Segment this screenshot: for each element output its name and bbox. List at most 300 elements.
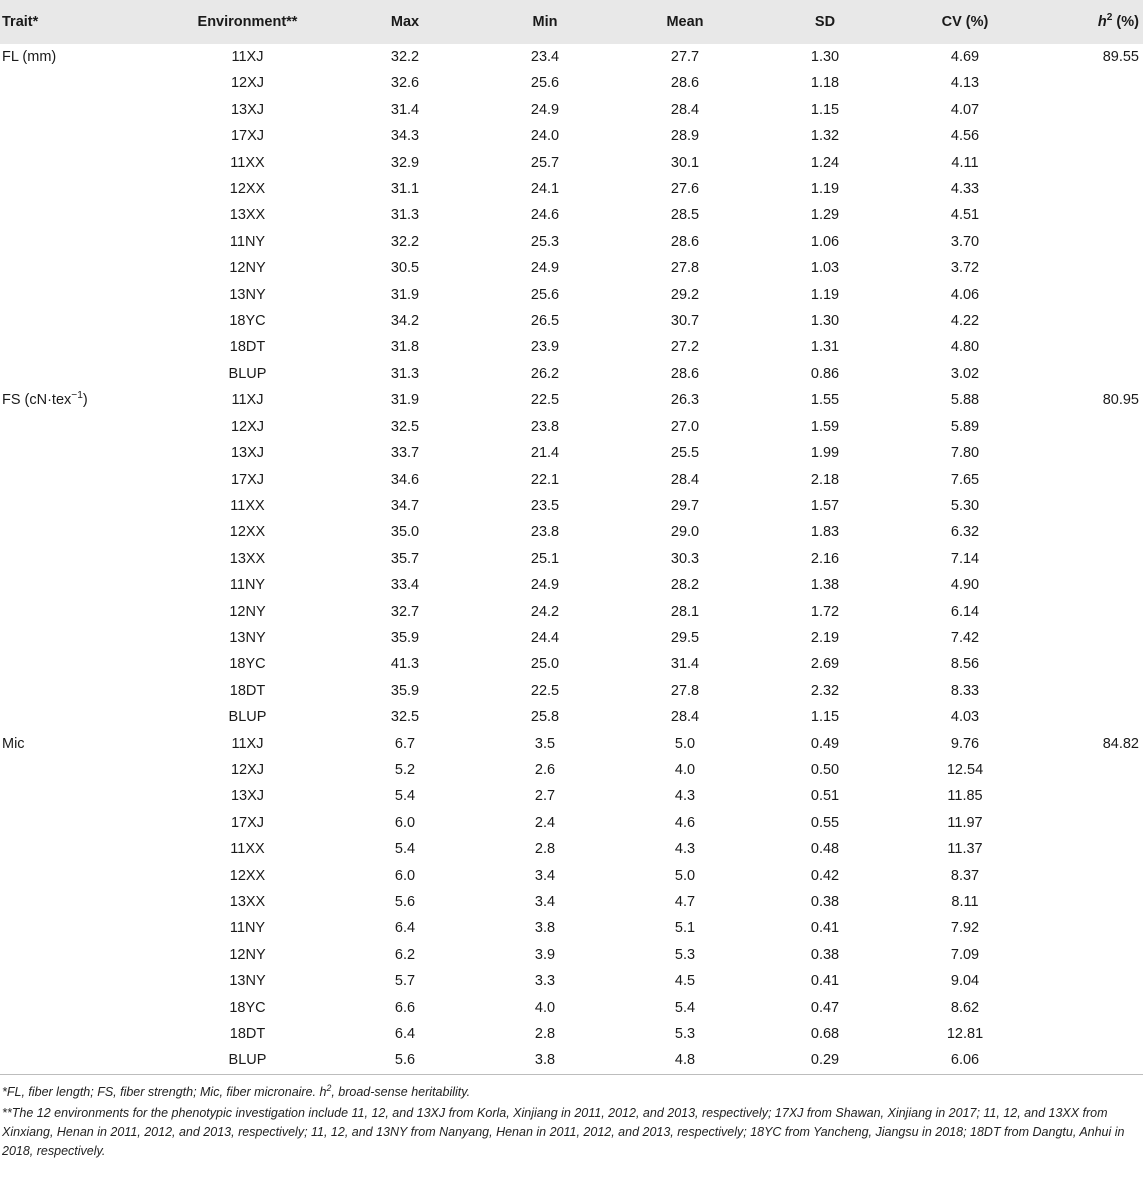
environment-cell: 13XJ xyxy=(230,788,265,805)
table-body xyxy=(0,44,1143,1074)
min-cell: 26.5 xyxy=(530,313,560,330)
sd-cell: 0.42 xyxy=(810,867,840,884)
mean-cell: 30.7 xyxy=(670,313,700,330)
header-max: Max xyxy=(390,14,420,30)
max-cell: 6.0 xyxy=(394,867,416,884)
min-cell: 24.9 xyxy=(530,577,560,594)
header-row xyxy=(0,0,1143,44)
cv-cell: 4.11 xyxy=(951,154,979,171)
environment-cell: 12XJ xyxy=(230,418,265,435)
trait-cell xyxy=(0,995,160,1021)
environment-cell: 12XX xyxy=(229,181,266,198)
table-row xyxy=(0,995,1143,1021)
min-cell: 25.6 xyxy=(530,75,560,92)
sd-cell: 1.30 xyxy=(810,49,840,65)
environment-cell: 12NY xyxy=(229,946,266,963)
min-cell: 23.8 xyxy=(530,524,560,541)
min-cell: 3.5 xyxy=(534,735,556,752)
sd-cell: 1.83 xyxy=(810,524,840,541)
h2-cell xyxy=(1035,467,1143,493)
max-cell: 34.7 xyxy=(390,497,420,514)
cv-cell: 8.56 xyxy=(950,656,980,673)
environment-cell: 13XJ xyxy=(230,101,265,118)
mean-cell: 31.4 xyxy=(670,656,700,673)
max-cell: 32.2 xyxy=(390,49,420,65)
mean-cell: 25.5 xyxy=(670,445,700,462)
h2-cell xyxy=(1035,995,1143,1021)
header-h2-suffix: (%) xyxy=(1112,14,1139,30)
max-cell: 31.9 xyxy=(390,392,420,409)
environment-cell: 13NY xyxy=(229,286,266,303)
min-cell: 23.5 xyxy=(530,497,560,514)
mean-cell: 5.0 xyxy=(674,867,696,884)
sd-cell: 2.18 xyxy=(810,471,840,488)
sd-cell: 0.47 xyxy=(810,999,840,1016)
mean-cell: 28.4 xyxy=(670,709,700,726)
h2-cell xyxy=(1035,678,1143,704)
sd-cell: 1.19 xyxy=(810,286,840,303)
sd-cell: 1.55 xyxy=(810,392,840,409)
environment-cell: 11NY xyxy=(229,577,266,594)
header-cv: CV (%) xyxy=(941,14,989,30)
max-cell: 5.6 xyxy=(335,1047,475,1074)
environment-cell: 11NY xyxy=(229,920,266,937)
max-cell: 32.5 xyxy=(390,709,420,726)
trait-cell xyxy=(0,440,160,466)
max-cell: 35.9 xyxy=(390,682,420,699)
cv-cell: 6.32 xyxy=(950,524,980,541)
environment-cell: 18YC xyxy=(229,999,266,1016)
sd-cell: 0.29 xyxy=(755,1047,895,1074)
mean-cell: 4.3 xyxy=(674,841,696,858)
sd-cell: 1.57 xyxy=(810,497,840,514)
trait-cell xyxy=(0,836,160,862)
trait-cell xyxy=(0,731,160,757)
environment-cell: 11XJ xyxy=(231,49,264,65)
max-cell: 31.3 xyxy=(390,365,420,382)
table-row xyxy=(0,968,1143,994)
cv-cell: 8.37 xyxy=(950,867,980,884)
sd-cell: 0.86 xyxy=(810,365,840,382)
trait-cell xyxy=(0,863,160,889)
mean-cell: 28.6 xyxy=(670,233,700,250)
environment-cell: 13XX xyxy=(229,550,266,567)
trait-cell xyxy=(0,70,160,96)
max-cell: 6.6 xyxy=(394,999,416,1016)
min-cell: 3.8 xyxy=(534,920,556,937)
environment-cell: 11XJ xyxy=(231,735,264,752)
mean-cell: 28.1 xyxy=(670,603,700,620)
cv-cell: 7.09 xyxy=(950,946,980,963)
trait-unit-sup: −1 xyxy=(71,390,83,402)
environment-cell: 12XJ xyxy=(230,761,265,778)
sd-cell: 1.29 xyxy=(810,207,840,224)
cv-cell: 4.51 xyxy=(950,207,980,224)
environment-cell: 13XJ xyxy=(230,445,265,462)
max-cell: 32.9 xyxy=(390,154,420,171)
h2-cell xyxy=(1035,519,1143,545)
trait-cell xyxy=(0,308,160,334)
min-cell: 23.9 xyxy=(530,339,560,356)
h2-cell: 89.55 xyxy=(1102,49,1139,65)
max-cell: 31.4 xyxy=(390,101,420,118)
table-row xyxy=(0,44,1143,70)
environment-cell: 12XX xyxy=(229,524,266,541)
h2-cell xyxy=(1035,123,1143,149)
sd-cell: 2.16 xyxy=(810,550,840,567)
trait-cell xyxy=(0,334,160,360)
sd-cell: 1.99 xyxy=(810,445,840,462)
mean-cell: 28.5 xyxy=(670,207,700,224)
min-cell: 2.8 xyxy=(534,1026,556,1043)
h2-cell xyxy=(1035,493,1143,519)
mean-cell: 27.2 xyxy=(670,339,700,356)
max-cell: 6.0 xyxy=(394,814,416,831)
footnote-1-sup: 2 xyxy=(326,1082,332,1093)
environment-cell: 18DT xyxy=(229,682,266,699)
h2-cell xyxy=(1035,915,1143,941)
environment-cell: 18DT xyxy=(229,1026,266,1043)
environment-cell: 17XJ xyxy=(230,814,265,831)
max-cell: 32.6 xyxy=(390,75,420,92)
trait-cell xyxy=(0,704,160,730)
header-h2 xyxy=(1035,0,1143,44)
table-footnotes xyxy=(0,1075,1143,1161)
table-row xyxy=(0,361,1143,387)
table-row xyxy=(0,202,1143,228)
mean-cell: 5.3 xyxy=(674,1026,696,1043)
mean-cell: 5.4 xyxy=(674,999,696,1016)
mean-cell: 29.7 xyxy=(670,497,700,514)
trait-cell xyxy=(0,783,160,809)
mean-cell: 27.8 xyxy=(670,682,700,699)
environment-cell: 13XX xyxy=(229,894,266,910)
trait-cell xyxy=(0,202,160,228)
min-cell: 22.5 xyxy=(530,392,560,409)
h2-cell xyxy=(1035,229,1143,255)
cv-cell: 7.65 xyxy=(950,471,980,488)
cv-cell: 4.07 xyxy=(950,101,980,118)
h2-cell xyxy=(1035,836,1143,862)
table-row xyxy=(0,70,1143,96)
mean-cell: 27.7 xyxy=(670,49,700,65)
environment-cell: 18DT xyxy=(229,339,266,356)
table-row xyxy=(0,176,1143,202)
cv-cell: 4.22 xyxy=(950,313,980,330)
h2-cell xyxy=(1035,863,1143,889)
mean-cell: 5.1 xyxy=(674,920,696,937)
cv-cell: 7.14 xyxy=(950,550,980,567)
environment-cell: 13NY xyxy=(229,629,266,646)
min-cell: 25.7 xyxy=(530,154,560,171)
max-cell: 6.4 xyxy=(394,1026,416,1043)
footnote-environments: **The 12 environments for the phenotypic investigation include 11, 12, and 13XJ from Korla, Xinjiang in 2011, 2012, and 2013, respectively; 17XJ from Shawan, Xinjiang in 2017; 11, 12, and 13XX from Xinxiang, Henan in 2011, 2012, and 2013, respectively; 11, 12, and 13NY from Nanyang, Henan in 2011, 2012, and 2013, respectively; 18YC from Yancheng, Jiangsu in 2018; 18DT from Dangtu, Anhui in 2018, respectively. xyxy=(2,1105,1125,1158)
trait-cell xyxy=(0,467,160,493)
trait-cell xyxy=(0,282,160,308)
trait-cell xyxy=(0,968,160,994)
sd-cell: 0.50 xyxy=(810,761,840,778)
mean-cell: 28.2 xyxy=(670,577,700,594)
table-row xyxy=(0,572,1143,598)
table-row xyxy=(0,1021,1143,1047)
environment-cell: 17XJ xyxy=(230,471,265,488)
cv-cell: 4.03 xyxy=(950,709,980,726)
min-cell: 2.6 xyxy=(534,761,556,778)
environment-cell: 17XJ xyxy=(230,128,265,145)
min-cell: 2.4 xyxy=(534,814,556,831)
trait-cell xyxy=(0,361,160,387)
table-row xyxy=(0,731,1143,757)
trait-cell xyxy=(0,414,160,440)
max-cell: 5.2 xyxy=(394,761,416,778)
header-trait: Trait* xyxy=(2,14,39,30)
sd-cell: 1.18 xyxy=(810,75,840,92)
h2-cell xyxy=(1035,150,1143,176)
table-row xyxy=(0,1047,1143,1074)
mean-cell: 28.9 xyxy=(670,128,700,145)
max-cell: 31.3 xyxy=(390,207,420,224)
table-row xyxy=(0,123,1143,149)
cv-cell: 6.06 xyxy=(895,1047,1035,1074)
table-row xyxy=(0,414,1143,440)
h2-cell xyxy=(1035,282,1143,308)
table-row xyxy=(0,678,1143,704)
table-row xyxy=(0,440,1143,466)
trait-cell xyxy=(0,599,160,625)
h2-cell xyxy=(1035,704,1143,730)
cv-cell: 11.37 xyxy=(947,841,983,858)
environment-cell: BLUP xyxy=(160,1047,335,1074)
sd-cell: 0.38 xyxy=(810,894,840,910)
table-row xyxy=(0,836,1143,862)
table-row xyxy=(0,625,1143,651)
table-row xyxy=(0,546,1143,572)
min-cell: 24.2 xyxy=(530,603,560,620)
header-h2-symbol: h xyxy=(1097,14,1107,30)
mean-cell: 30.1 xyxy=(670,154,700,171)
sd-cell: 1.30 xyxy=(810,313,840,330)
mean-cell: 29.0 xyxy=(670,524,700,541)
min-cell: 3.9 xyxy=(534,946,556,963)
cv-cell: 9.04 xyxy=(950,973,980,990)
trait-cell xyxy=(0,889,160,915)
trait-cell xyxy=(0,1021,160,1047)
h2-cell xyxy=(1035,599,1143,625)
sd-cell: 0.41 xyxy=(810,973,840,990)
min-cell: 25.6 xyxy=(530,286,560,303)
max-cell: 34.3 xyxy=(390,128,420,145)
environment-cell: 12NY xyxy=(229,260,266,277)
min-cell: 24.9 xyxy=(530,101,560,118)
mean-cell: 27.0 xyxy=(670,418,700,435)
cv-cell: 3.70 xyxy=(950,233,980,250)
h2-cell xyxy=(1035,572,1143,598)
min-cell: 3.8 xyxy=(475,1047,615,1074)
table-row xyxy=(0,97,1143,123)
sd-cell: 1.24 xyxy=(810,154,840,171)
header-h2-sup: 2 xyxy=(1106,12,1113,24)
sd-cell: 1.19 xyxy=(810,181,840,198)
trait-label: Mic xyxy=(2,735,25,752)
h2-cell xyxy=(1035,1047,1143,1074)
mean-cell: 4.5 xyxy=(674,973,696,990)
trait-cell xyxy=(0,625,160,651)
h2-cell xyxy=(1035,942,1143,968)
trait-cell xyxy=(0,1047,160,1074)
min-cell: 22.1 xyxy=(530,471,560,488)
min-cell: 25.1 xyxy=(530,550,560,567)
cv-cell: 8.62 xyxy=(950,999,980,1016)
max-cell: 41.3 xyxy=(390,656,420,673)
mean-cell: 29.5 xyxy=(670,629,700,646)
min-cell: 23.4 xyxy=(530,49,560,65)
mean-cell: 5.0 xyxy=(674,735,696,752)
cv-cell: 7.80 xyxy=(950,445,980,462)
cv-cell: 4.56 xyxy=(950,128,980,145)
h2-cell xyxy=(1035,625,1143,651)
h2-cell xyxy=(1035,889,1143,915)
h2-cell xyxy=(1035,308,1143,334)
table-row xyxy=(0,387,1143,413)
min-cell: 24.1 xyxy=(530,181,560,198)
environment-cell: 12XJ xyxy=(230,75,265,92)
h2-cell xyxy=(1035,546,1143,572)
cv-cell: 5.89 xyxy=(950,418,980,435)
max-cell: 31.9 xyxy=(390,286,420,303)
table-row xyxy=(0,863,1143,889)
min-cell: 22.5 xyxy=(530,682,560,699)
header-mean: Mean xyxy=(666,14,704,30)
table-row xyxy=(0,308,1143,334)
max-cell: 5.4 xyxy=(394,788,416,805)
max-cell: 35.0 xyxy=(390,524,420,541)
trait-cell xyxy=(0,44,160,70)
trait-cell xyxy=(0,546,160,572)
sd-cell: 1.31 xyxy=(810,339,840,356)
trait-cell xyxy=(0,97,160,123)
mean-cell: 30.3 xyxy=(670,550,700,567)
table-row xyxy=(0,757,1143,783)
max-cell: 34.2 xyxy=(390,313,420,330)
h2-cell xyxy=(1035,361,1143,387)
environment-cell: 11XX xyxy=(230,497,265,514)
trait-cell xyxy=(0,123,160,149)
trait-label: FL (mm) xyxy=(2,49,57,65)
table-row xyxy=(0,467,1143,493)
table-row xyxy=(0,493,1143,519)
min-cell: 3.3 xyxy=(534,973,556,990)
environment-cell: 18YC xyxy=(229,313,266,330)
h2-cell xyxy=(1035,757,1143,783)
sd-cell: 1.03 xyxy=(810,260,840,277)
sd-cell: 2.32 xyxy=(810,682,840,699)
cv-cell: 11.97 xyxy=(947,814,983,831)
sd-cell: 0.38 xyxy=(810,946,840,963)
min-cell: 21.4 xyxy=(530,445,560,462)
max-cell: 32.5 xyxy=(390,418,420,435)
max-cell: 6.4 xyxy=(394,920,416,937)
cv-cell: 3.72 xyxy=(950,260,980,277)
max-cell: 30.5 xyxy=(390,260,420,277)
environment-cell: 11NY xyxy=(229,233,266,250)
h2-cell xyxy=(1035,440,1143,466)
trait-cell xyxy=(0,150,160,176)
sd-cell: 0.48 xyxy=(810,841,840,858)
table-row xyxy=(0,334,1143,360)
table-row xyxy=(0,229,1143,255)
environment-cell: BLUP xyxy=(228,709,267,726)
sd-cell: 0.55 xyxy=(810,814,840,831)
trait-cell xyxy=(0,493,160,519)
cv-cell: 5.30 xyxy=(950,497,980,514)
table-row xyxy=(0,810,1143,836)
sd-cell: 1.32 xyxy=(810,128,840,145)
environment-cell: 13XX xyxy=(229,207,266,224)
mean-cell: 4.3 xyxy=(674,788,696,805)
trait-cell xyxy=(0,915,160,941)
mean-cell: 26.3 xyxy=(670,392,700,409)
min-cell: 24.4 xyxy=(530,629,560,646)
trait-cell xyxy=(0,255,160,281)
trait-cell xyxy=(0,810,160,836)
trait-cell xyxy=(0,387,160,413)
min-cell: 24.9 xyxy=(530,260,560,277)
mean-cell: 28.4 xyxy=(670,101,700,118)
table-row xyxy=(0,915,1143,941)
cv-cell: 4.90 xyxy=(950,577,980,594)
sd-cell: 0.49 xyxy=(810,735,840,752)
sd-cell: 1.15 xyxy=(810,709,840,726)
footnote-1-tail: , broad-sense heritability. xyxy=(331,1084,471,1099)
trait-cell xyxy=(0,678,160,704)
table-row xyxy=(0,704,1143,730)
sd-cell: 1.15 xyxy=(810,101,840,118)
table-header xyxy=(0,0,1143,44)
table-row xyxy=(0,150,1143,176)
h2-cell xyxy=(1035,810,1143,836)
cv-cell: 12.81 xyxy=(946,1026,984,1043)
environment-cell: 11XX xyxy=(230,154,265,171)
cv-cell: 4.80 xyxy=(950,339,980,356)
trait-cell xyxy=(0,942,160,968)
h2-cell xyxy=(1035,651,1143,677)
max-cell: 5.7 xyxy=(394,973,416,990)
mean-cell: 28.6 xyxy=(670,365,700,382)
h2-cell xyxy=(1035,334,1143,360)
cv-cell: 11.85 xyxy=(947,788,983,805)
h2-cell xyxy=(1035,1021,1143,1047)
sd-cell: 0.51 xyxy=(810,788,840,805)
min-cell: 25.3 xyxy=(530,233,560,250)
max-cell: 33.7 xyxy=(390,445,420,462)
sd-cell: 0.41 xyxy=(810,920,840,937)
table-row xyxy=(0,783,1143,809)
mean-cell: 4.0 xyxy=(674,761,696,778)
mean-cell: 5.3 xyxy=(674,946,696,963)
footnote-abbreviations xyxy=(2,1083,1141,1102)
environment-cell: 12XX xyxy=(229,867,266,884)
min-cell: 23.8 xyxy=(530,418,560,435)
environment-cell: 11XX xyxy=(230,841,265,858)
cv-cell: 7.92 xyxy=(950,920,980,937)
trait-cell xyxy=(0,229,160,255)
max-cell: 34.6 xyxy=(390,471,420,488)
min-cell: 4.0 xyxy=(534,999,556,1016)
environment-cell: BLUP xyxy=(228,365,267,382)
cv-cell: 3.02 xyxy=(950,365,980,382)
table-row xyxy=(0,519,1143,545)
header-sd: SD xyxy=(814,14,836,30)
